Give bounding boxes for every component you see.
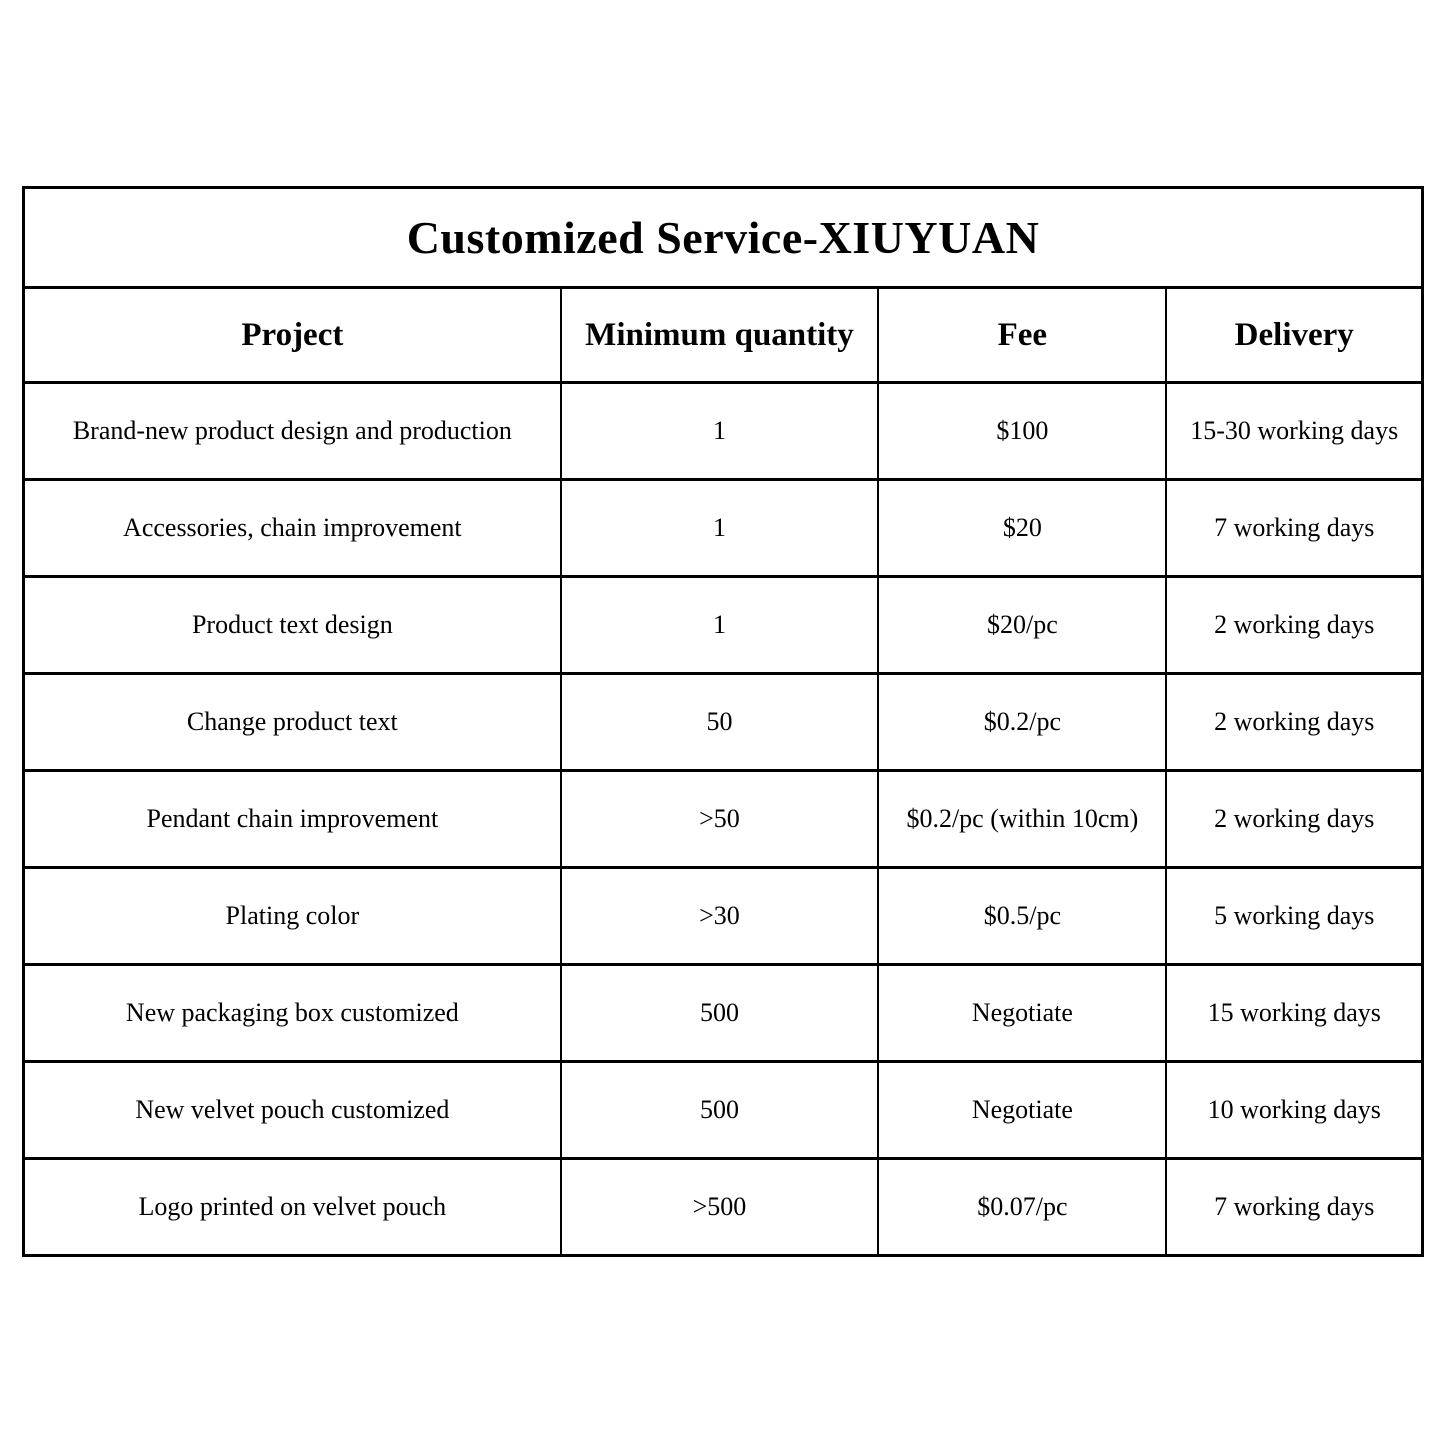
table-title: Customized Service-XIUYUAN xyxy=(24,188,1423,288)
cell-min-qty: 50 xyxy=(561,674,879,771)
cell-min-qty: >30 xyxy=(561,868,879,965)
table-row xyxy=(24,480,1423,577)
column-header-fee: Fee xyxy=(878,288,1166,383)
table-row xyxy=(24,868,1423,965)
cell-delivery: 7 working days xyxy=(1166,1159,1422,1256)
cell-min-qty: 500 xyxy=(561,965,879,1062)
cell-delivery: 5 working days xyxy=(1166,868,1422,965)
cell-delivery: 2 working days xyxy=(1166,771,1422,868)
table-row xyxy=(24,1062,1423,1159)
cell-fee: $0.2/pc (within 10cm) xyxy=(878,771,1166,868)
cell-delivery: 2 working days xyxy=(1166,674,1422,771)
cell-min-qty: 500 xyxy=(561,1062,879,1159)
table-row xyxy=(24,771,1423,868)
cell-delivery: 7 working days xyxy=(1166,480,1422,577)
cell-min-qty: >50 xyxy=(561,771,879,868)
cell-delivery: 10 working days xyxy=(1166,1062,1422,1159)
cell-fee: $0.07/pc xyxy=(878,1159,1166,1256)
column-header-project: Project xyxy=(24,288,561,383)
cell-fee: Negotiate xyxy=(878,1062,1166,1159)
table-row xyxy=(24,674,1423,771)
cell-fee: $20/pc xyxy=(878,577,1166,674)
cell-min-qty: 1 xyxy=(561,480,879,577)
table-row xyxy=(24,1159,1423,1256)
table-row xyxy=(24,965,1423,1062)
cell-project: Brand-new product design and production xyxy=(24,383,561,480)
column-header-min-qty: Minimum quantity xyxy=(561,288,879,383)
column-header-delivery: Delivery xyxy=(1166,288,1422,383)
customized-service-table xyxy=(22,186,1424,1257)
cell-fee: $100 xyxy=(878,383,1166,480)
cell-project: Product text design xyxy=(24,577,561,674)
cell-delivery: 15 working days xyxy=(1166,965,1422,1062)
table-row xyxy=(24,383,1423,480)
cell-project: Logo printed on velvet pouch xyxy=(24,1159,561,1256)
cell-fee: $0.2/pc xyxy=(878,674,1166,771)
table-header-row xyxy=(24,288,1423,383)
cell-fee: $20 xyxy=(878,480,1166,577)
cell-min-qty: 1 xyxy=(561,383,879,480)
table-row xyxy=(24,577,1423,674)
table-title-row xyxy=(24,188,1423,288)
cell-delivery: 15-30 working days xyxy=(1166,383,1422,480)
cell-project: Plating color xyxy=(24,868,561,965)
cell-project: New packaging box customized xyxy=(24,965,561,1062)
cell-project: Accessories, chain improvement xyxy=(24,480,561,577)
cell-project: Change product text xyxy=(24,674,561,771)
cell-min-qty: 1 xyxy=(561,577,879,674)
cell-min-qty: >500 xyxy=(561,1159,879,1256)
cell-project: New velvet pouch customized xyxy=(24,1062,561,1159)
cell-fee: $0.5/pc xyxy=(878,868,1166,965)
cell-fee: Negotiate xyxy=(878,965,1166,1062)
cell-delivery: 2 working days xyxy=(1166,577,1422,674)
cell-project: Pendant chain improvement xyxy=(24,771,561,868)
